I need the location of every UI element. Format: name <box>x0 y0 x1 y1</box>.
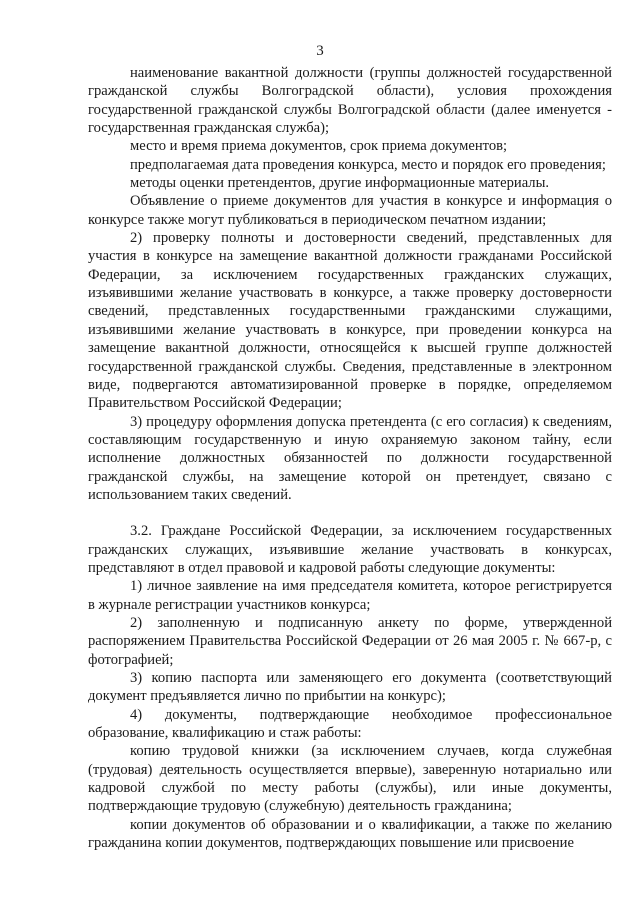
paragraph-position-title: наименование вакантной должности (группы должностей государственной гражданской службы Волгоградской области), условия прохождения государственной гражданской службы Волгоградской области (далее именуется - государственная гражданская служба); <box>88 65 612 137</box>
paragraph-announcement: Объявление о приеме документов для участия в конкурсе и информация о конкурсе также могут публиковаться в периодическом печатном издании; <box>88 193 612 228</box>
paragraph-doc-3: 3) копию паспорта или заменяющего его документа (соответствующий документ предъявляется лично по прибытии на конкурс); <box>88 670 612 705</box>
document-body <box>88 64 612 852</box>
paragraph-contest-date: предполагаемая дата проведения конкурса, место и порядок его проведения; <box>130 156 606 173</box>
paragraph-education-docs: копии документов об образовании и о квалификации, а также по желанию гражданина копии документов, подтверждающих повышение или присвоение <box>88 816 612 852</box>
paragraph-doc-1: 1) личное заявление на имя председателя комитета, которое регистрируется в журнале регистрации участников конкурса; <box>88 578 612 613</box>
paragraph-item-2: 2) проверку полноты и достоверности сведений, представленных для участия в конкурсе на замещение вакантной должности гражданами Российской Федерации, за исключением государственных гражданских служащих, изъявившими желание участвовать в конкурсе, а также проверку достоверности сведений, представленных государственными гражданскими служащими, изъявившими желание участвовать в конкурсе, при проведении конкурса на замещение вакантной должности, относящейся к высшей группе должностей государственной гражданской службы. Сведения, представленные в электронном виде, подвергаются автоматизированной проверке в порядке, определяемом Правительством Российской Федерации; <box>88 230 612 412</box>
page-number: 3 <box>316 43 324 59</box>
paragraph-doc-4: 4) документы, подтверждающие необходимое профессиональное образование, квалификацию и стаж работы: <box>88 706 612 742</box>
paragraph-doc-2: 2) заполненную и подписанную анкету по форме, утвержденной распоряжением Правительства Российской Федерации от 26 мая 2005 г. № 667-р, с фотографией; <box>88 614 612 668</box>
paragraph-section-3-2: 3.2. Граждане Российской Федерации, за исключением государственных гражданских служащих, изъявившие желание участвовать в конкурсах, представляют в отдел правовой и кадровой работы следующие документы: <box>88 523 612 576</box>
paragraph-work-book: копию трудовой книжки (за исключением случаев, когда служебная (трудовая) деятельность осуществляется впервые), заверенную нотариально или кадровой службой по месту работы (службы), или иные документы, подтверждающие трудовую (служебную) деятельность гражданина; <box>88 743 612 815</box>
paragraph-document-time: место и время приема документов, срок приема документов; <box>130 138 508 155</box>
paragraph-assessment-methods: методы оценки претендентов, другие информационные материалы. <box>130 175 550 192</box>
paragraph-item-3: 3) процедуру оформления допуска претендента (с его согласия) к сведениям, составляющим государственную и иную охраняемую законом тайну, если исполнение должностных обязанностей по должности государственной гражданской службы, на замещение которой он претендует, связано с использованием таких сведений. <box>88 413 612 503</box>
